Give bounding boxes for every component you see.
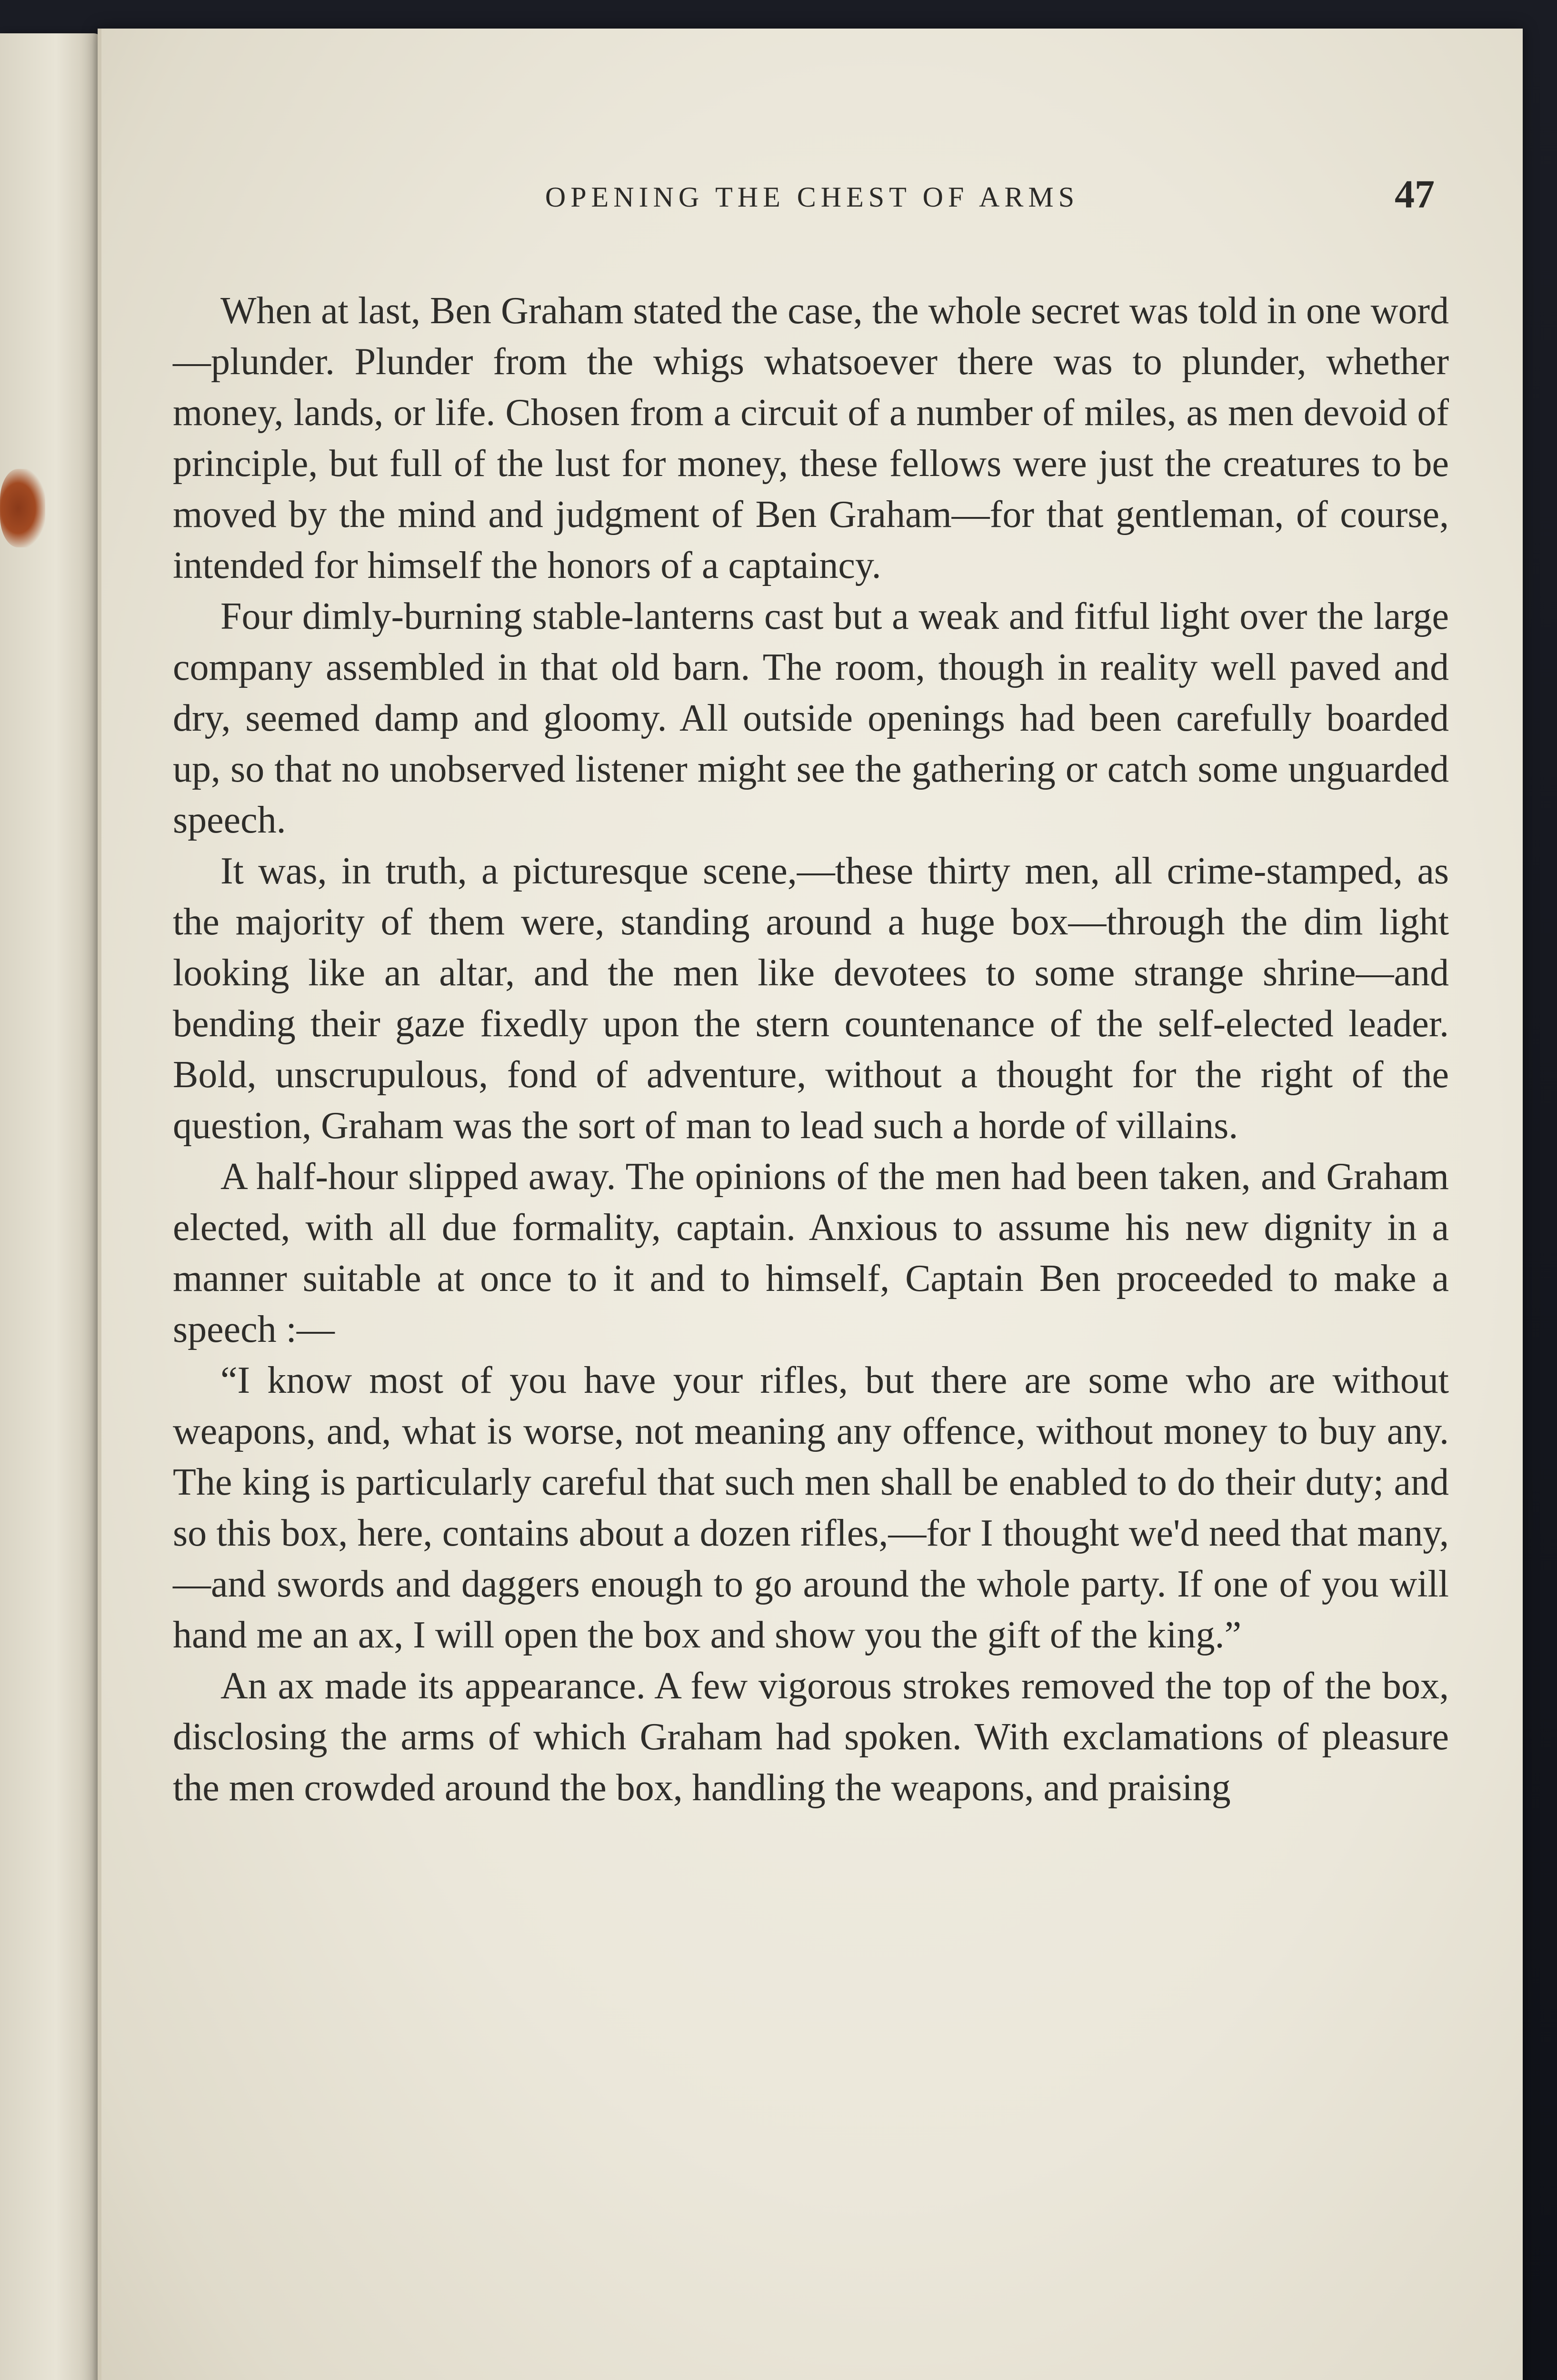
chapter-running-title: OPENING THE CHEST OF ARMS xyxy=(545,181,1079,213)
running-head xyxy=(101,171,1523,224)
ink-stain xyxy=(0,469,45,547)
paragraph: “I know most of you have your rifles, but there are some who are without weapons, and, what is worse, not meaning any offence, without money to buy any. The king is particularly careful that such men shall be enabled to do their duty; and so this box, here, contains about a dozen rifles,—for I thought we'd need that many,—and swords and daggers enough to go around the whole party. If one of you will hand me an ax, I will open the box and show you the gift of the king.” xyxy=(173,1359,1449,1656)
paragraph: A half-hour slipped away. The opinions of the men had been taken, and Graham elected, with all due formality, captain. Anxious to assume his new dignity in a manner suitable at once to it and to himself, Captain Ben proceeded to make a speech :— xyxy=(173,1156,1449,1350)
paragraph: It was, in truth, a picturesque scene,—these thirty men, all crime-stamped, as the majority of them were, standing around a huge box—through the dim light looking like an altar, and the men like devotees to some strange shrine—and bending their gaze fixedly upon the stern countenance of the self-elected leader. Bold, unscrupulous, fond of adventure, without a thought for the right of the question, Graham was the sort of man to lead such a horde of villains. xyxy=(173,850,1449,1147)
body-text xyxy=(173,286,1449,1814)
paragraph: An ax made its appearance. A few vigorous strokes removed the top of the box, disclosing the arms of which Graham had spoken. With exclamations of pleasure the men crowded around the box, handling the weapons, and praising xyxy=(173,1665,1449,1809)
previous-page-edge xyxy=(0,33,102,2380)
book-page xyxy=(98,29,1523,2380)
paragraph: Four dimly-burning stable-lanterns cast but a weak and fitful light over the large company assembled in that old barn. The room, though in reality well paved and dry, seemed damp and gloomy. All outside openings had been carefully boarded up, so that no unobserved listener might see the gathering or catch some unguarded speech. xyxy=(173,595,1449,841)
paragraph: When at last, Ben Graham stated the case, the whole secret was told in one word—plunder. Plunder from the whigs whatsoever there was to plunder, whether money, lands, or life. Chosen from a circuit of a number of miles, as men devoid of principle, but full of the lust for money, these fellows were just the creatures to be moved by the mind and judgment of Ben Graham—for that gentleman, of course, intended for himself the honors of a captaincy. xyxy=(173,290,1449,586)
page-number: 47 xyxy=(1395,172,1435,217)
